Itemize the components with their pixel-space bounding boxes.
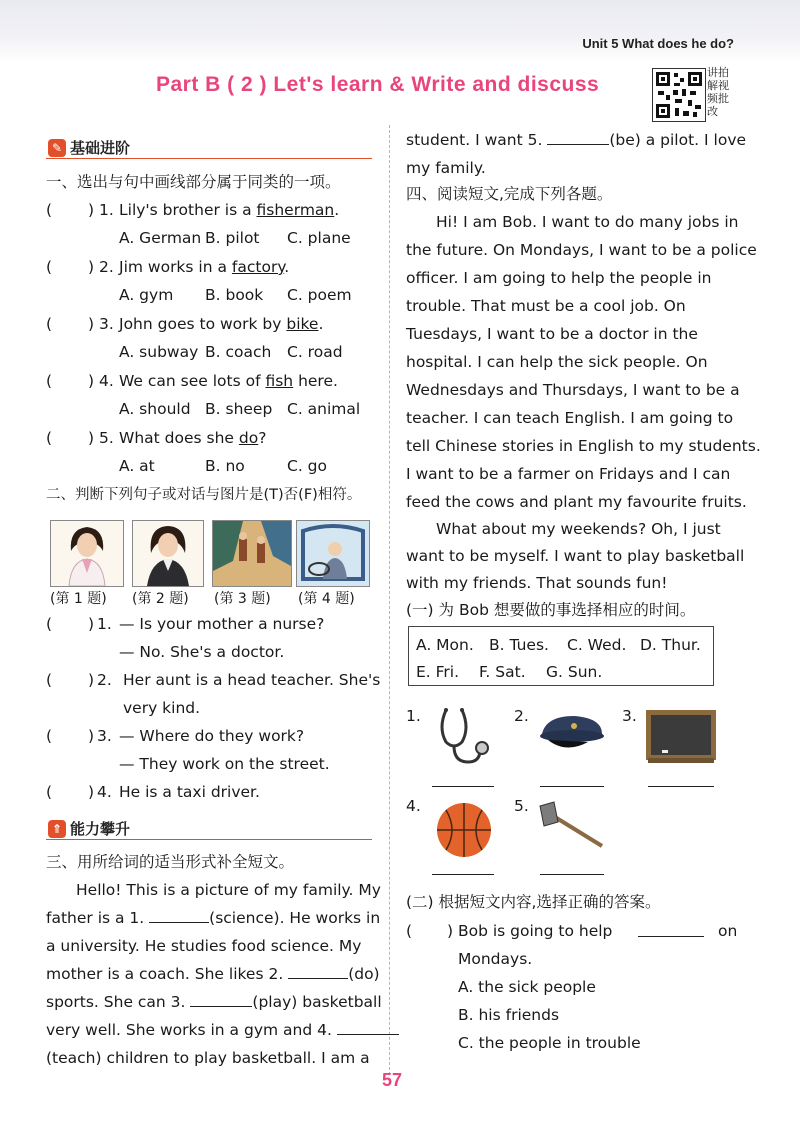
q3-title: 三、用所给词的适当形式补全短文。 <box>46 853 295 871</box>
item-number: 4. <box>97 783 112 801</box>
section-ability-title: 能力攀升 <box>70 820 131 838</box>
page-header <box>0 0 800 62</box>
blank-2[interactable] <box>288 964 348 979</box>
option-c: C. go <box>287 457 327 475</box>
item-number: 2. <box>97 671 112 689</box>
blank-4[interactable] <box>337 1020 399 1035</box>
answer-paren[interactable]: ( <box>46 372 53 390</box>
item-number: 1. <box>97 615 112 633</box>
section-basic-rule <box>46 158 372 159</box>
passage-line: sports. She can 3. (play) basketball <box>46 993 382 1011</box>
answer-paren[interactable]: ( <box>46 783 53 801</box>
page-number: 57 <box>382 1070 403 1090</box>
option-b: B. pilot <box>205 229 260 247</box>
day-option: G. Sun. <box>546 663 603 681</box>
rocket-icon: ⇑ <box>48 820 66 838</box>
blank-5[interactable] <box>547 130 609 145</box>
picture-caption: (第 3 题) <box>214 591 271 607</box>
item-stem: John goes to work by bike. <box>119 315 324 333</box>
item-number: ) 3. <box>88 315 114 333</box>
option-a: A. at <box>119 457 155 475</box>
item-number: ) 4. <box>88 372 114 390</box>
item-number: ) 1. <box>88 201 114 219</box>
reading-line: tell Chinese stories in English to my students. <box>406 437 761 455</box>
option-c: C. road <box>287 343 343 361</box>
option-b: B. sheep <box>205 400 273 418</box>
police-cap-icon <box>536 712 608 756</box>
item-stem: What does she do? <box>119 429 267 447</box>
item-number: 3. <box>97 727 112 745</box>
passage-line: a university. He studies food science. My <box>46 937 362 955</box>
q1-title: 一、选出与句中画线部分属于同类的一项。 <box>46 173 341 191</box>
option-b: B. coach <box>205 343 272 361</box>
dialogue-line: — No. She's a doctor. <box>119 643 285 661</box>
part-title: Part B ( 2 ) Let's learn & Write and discuss <box>156 73 600 96</box>
reading-line: Wednesdays and Thursdays, I want to be a <box>406 381 740 399</box>
answer-paren[interactable]: ( <box>46 727 53 745</box>
item-stem: Jim works in a factory. <box>119 258 290 276</box>
option-c: C. animal <box>287 400 361 418</box>
passage-line: Hello! This is a picture of my family. My <box>76 881 381 899</box>
section-basic-title: 基础进阶 <box>70 139 131 157</box>
mc-blank[interactable] <box>638 922 704 937</box>
sentence-line: He is a taxi driver. <box>119 783 260 801</box>
column-divider <box>389 125 390 1075</box>
passage-line: my family. <box>406 159 486 177</box>
day-option: F. Sat. <box>479 663 526 681</box>
picture-caption: (第 4 题) <box>298 591 355 607</box>
day-option: B. Tues. <box>489 636 549 654</box>
item-number: ) <box>88 783 95 801</box>
reading-line: Tuesdays, I want to be a doctor in the <box>406 325 698 343</box>
day-option: C. Wed. <box>567 636 627 654</box>
picture-number: 3. <box>622 707 637 725</box>
reading-line: I want to be a farmer on Fridays and I can <box>406 465 731 483</box>
day-option: E. Fri. <box>416 663 460 681</box>
option-c: C. poem <box>287 286 352 304</box>
reading-line: with my friends. That sounds fun! <box>406 574 668 592</box>
item-number: ) <box>88 615 95 633</box>
answer-paren[interactable]: ( <box>46 315 53 333</box>
day-option: A. Mon. <box>416 636 474 654</box>
answer-paren[interactable]: ( <box>46 615 53 633</box>
item-number: ) <box>88 671 95 689</box>
q4-title: 四、阅读短文,完成下列各题。 <box>406 185 613 203</box>
answer-paren[interactable]: ( <box>46 429 53 447</box>
day-option: D. Thur. <box>640 636 701 654</box>
picture-number: 4. <box>406 797 421 815</box>
answer-paren[interactable]: ( <box>406 922 413 940</box>
basketball-icon <box>434 800 494 860</box>
option-b: B. book <box>205 286 264 304</box>
q2-title: 二、判断下列句子或对话与图片是(T)否(F)相符。 <box>46 487 362 503</box>
passage-line: student. I want 5. (be) a pilot. I love <box>406 131 747 149</box>
reading-line: What about my weekends? Oh, I just <box>436 520 721 538</box>
reading-line: Hi! I am Bob. I want to do many jobs in <box>436 213 739 231</box>
reading-line: hospital. I can help the sick people. On <box>406 353 708 371</box>
picture-caption: (第 1 题) <box>50 591 107 607</box>
sentence-line: very kind. <box>123 699 201 717</box>
option-a: A. should <box>119 400 191 418</box>
picture-caption: (第 2 题) <box>132 591 189 607</box>
answer-line[interactable] <box>432 874 494 875</box>
hoe-icon <box>536 800 608 854</box>
mc-question: Mondays. <box>458 950 533 968</box>
mc-option-c: C. the people in trouble <box>458 1034 641 1052</box>
picture-number: 2. <box>514 707 529 725</box>
item-number: ) <box>88 727 95 745</box>
item-number: ) 2. <box>88 258 114 276</box>
reading-line: trouble. That must be a cool job. On <box>406 297 686 315</box>
answer-paren[interactable]: ( <box>46 201 53 219</box>
option-c: C. plane <box>287 229 351 247</box>
dialogue-line: — They work on the street. <box>119 755 330 773</box>
picture-woman-nurse <box>50 520 124 587</box>
reading-line: the future. On Mondays, I want to be a police <box>406 241 757 259</box>
qr-code[interactable] <box>652 68 706 122</box>
picture-street-scene <box>212 520 292 587</box>
blackboard-icon <box>644 708 718 766</box>
q4-part1-title: (一) 为 Bob 想要做的事选择相应的时间。 <box>406 601 696 619</box>
answer-line[interactable] <box>432 786 494 787</box>
passage-line: father is a 1. (science). He works in <box>46 909 381 927</box>
answer-line[interactable] <box>540 786 604 787</box>
sentence-line: Her aunt is a head teacher. She's <box>123 671 381 689</box>
picture-taxi-driver <box>296 520 370 587</box>
passage-line: very well. She works in a gym and 4. <box>46 1020 399 1040</box>
option-a: A. subway <box>119 343 199 361</box>
dialogue-line: — Is your mother a nurse? <box>119 615 325 633</box>
passage-line: (teach) children to play basketball. I am a <box>46 1049 370 1067</box>
pencil-icon: ✎ <box>48 139 66 157</box>
reading-line: want to be myself. I want to play basketball <box>406 547 745 565</box>
q4-part2-title: (二) 根据短文内容,选择正确的答案。 <box>406 893 661 911</box>
reading-line: teacher. I can teach English. I am going to <box>406 409 734 427</box>
answer-line[interactable] <box>648 786 714 787</box>
stethoscope-icon <box>428 704 494 770</box>
option-a: A. German <box>119 229 202 247</box>
picture-number: 5. <box>514 797 529 815</box>
unit-title: Unit 5 What does he do? <box>582 36 734 51</box>
mc-option-b: B. his friends <box>458 1006 560 1024</box>
item-stem: We can see lots of fish here. <box>119 372 338 390</box>
picture-number: 1. <box>406 707 421 725</box>
option-a: A. gym <box>119 286 174 304</box>
mc-question: ) Bob is going to help <box>447 922 613 940</box>
qr-caption: 讲拍解视频批改 <box>707 66 729 118</box>
section-ability-rule <box>46 839 372 840</box>
item-number: ) 5. <box>88 429 114 447</box>
item-stem: Lily's brother is a fisherman. <box>119 201 340 219</box>
reading-line: officer. I am going to help the people in <box>406 269 712 287</box>
dialogue-line: — Where do they work? <box>119 727 305 745</box>
picture-woman-dark <box>132 520 204 587</box>
option-b: B. no <box>205 457 245 475</box>
blank-3[interactable] <box>190 992 252 1007</box>
answer-line[interactable] <box>540 874 604 875</box>
mc-option-a: A. the sick people <box>458 978 596 996</box>
reading-line: feed the cows and plant my favourite fruits. <box>406 493 747 511</box>
mc-question: on <box>718 922 738 940</box>
blank-1[interactable] <box>149 908 209 923</box>
answer-paren[interactable]: ( <box>46 258 53 276</box>
passage-line: mother is a coach. She likes 2. (do) <box>46 965 380 983</box>
answer-paren[interactable]: ( <box>46 671 53 689</box>
